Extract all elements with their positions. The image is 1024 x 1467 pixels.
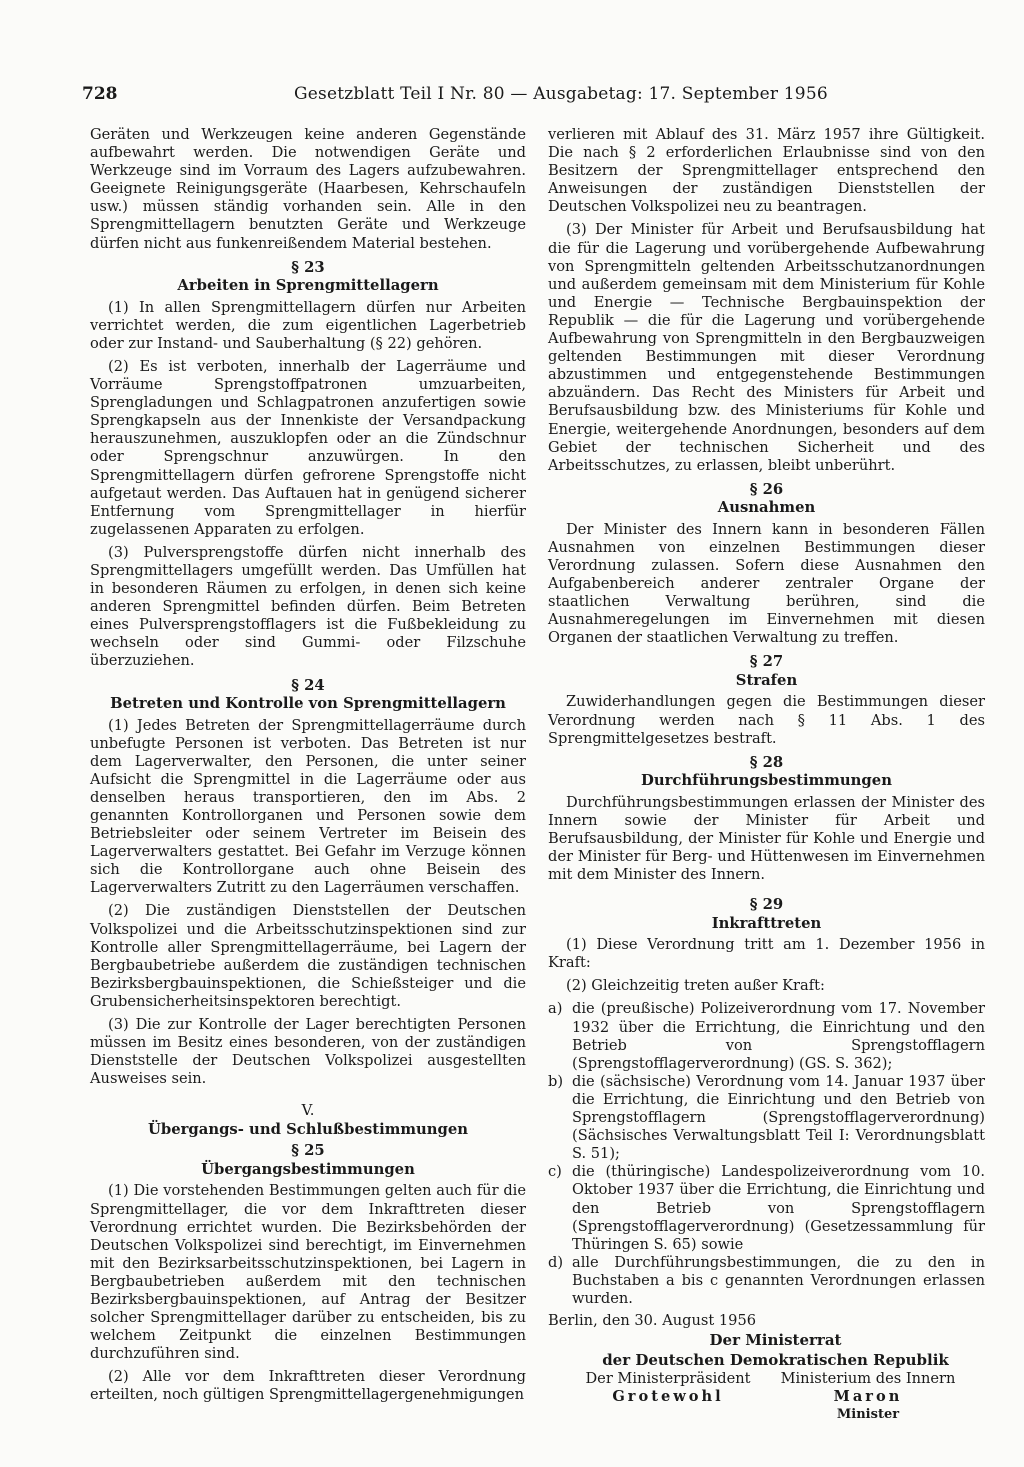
section-25-paragraph-2: (2) Alle vor dem Inkrafttreten dieser Verordnung erteilten, noch gültigen Sprengmittellagergenehmigungen	[90, 1368, 526, 1404]
section-23-paragraph-3: (3) Pulversprengstoffe dürfen nicht innerhalb des Sprengmittellagers umgefüllt werden. Das Umfüllen hat in besonderen Räumen zu erfolgen, in denen sich keine anderen Sprengmittel befinden dürfen. Beim Betreten eines Pulversprengstofflagers ist die Fußbekleidung zu wechseln oder sind Gummi- oder Filzschuhe überzuziehen.	[90, 543, 526, 670]
section-23-paragraph-2: (2) Es ist verboten, innerhalb der Lagerräume und Vorräume Sprengstoffpatronen umzuarbeiten, Sprengladungen und Schlagpatronen anzufertigen sowie Sprengkapseln aus der Innenkiste der Versandpackung herauszunehmen, auszuklopfen oder an die Zündschnur oder Sprengschnur anzuwürgen. In den Sprengmittellagern dürfen gefrorene Sprengstoffe nicht aufgetaut werden. Das Auftauen hat in genügend sicherer Entfernung vom Sprengmittellager in hierfür zugelassenen Apparaten zu erfolgen.	[90, 357, 526, 538]
section-23-number: § 23	[291, 258, 325, 276]
section-29-paragraph-1: (1) Diese Verordnung tritt am 1. Dezember 1956 in Kraft:	[548, 936, 985, 972]
list-item	[548, 1163, 985, 1253]
list-item	[548, 1000, 985, 1072]
section-27-number: § 27	[749, 653, 784, 671]
section-24-paragraph-1: (1) Jedes Betreten der Sprengmittellagerräume durch unbefugte Personen ist verboten. Das Betreten ist nur dem Lagerverwalter, den Personen, die unter seiner Aufsicht die Sprengmittel in die Lagerräume oder aus denselben heraus transportieren, den im Abs. 2 genannten Kontrollorganen und Personen sowie dem Betriebsleiter oder seinem Vertreter im Beisein des Lagerverwalters gestattet. Bei Gefahr im Verzuge können sich die Kontrollorgane auch ohne Beisein des Lagerverwalters Zutritt zu den Lagerräumen verschaffen.	[90, 716, 526, 897]
list-item	[548, 1254, 985, 1308]
section-25-title: Übergangsbestimmungen	[201, 1160, 415, 1178]
signatory-right-name: Maron	[833, 1388, 903, 1406]
section-25-paragraph-1: (1) Die vorstehenden Bestimmungen gelten auch für die Sprengmittellager, die vor dem Inkrafttreten dieser Verordnung errichtet wurden. Die Bezirksbehörden der Deutschen Volkspolizei sind berechtigt, im Einvernehmen mit den Bezirksarbeitsschutzinspektionen, bei Lagern in Bergbaubetrieben außerdem mit den technischen Bezirksbergbauinspektionen, auf Antrag der Besitzer solcher Sprengmittellager darüber zu entscheiden, bis zu welchem Zeitpunkt die einzelnen Bestimmungen durchzuführen sind.	[90, 1182, 526, 1363]
section-28-title: Durchführungsbestimmungen	[641, 772, 892, 790]
signatory-left	[568, 1370, 768, 1406]
signatory-right	[758, 1370, 978, 1424]
page-number: 728	[82, 84, 118, 104]
gazette-issue-title: Gesetzblatt Teil I Nr. 80 — Ausgabetag: 17. September 1956	[294, 84, 828, 104]
section-24-paragraph-2: (2) Die zuständigen Dienststellen der Deutschen Volkspolizei und die Arbeitsschutzinspektionen sind zur Kontrolle aller Sprengmittellagerräume, bei Lagern der Bergbaubetriebe außerdem die zuständigen technischen Bezirksbergbauinspektionen, die Schießsteiger und die Grubensicherheitsinspektoren berechtigt.	[90, 902, 526, 1010]
intro-paragraph: Geräten und Werkzeugen keine anderen Gegenstände aufbewahrt werden. Die notwendigen Geräte und Werkzeuge sind im Vorraum des Lagers aufzubewahren. Geeignete Reinigungsgeräte (Haarbesen, Kehrschaufeln usw.) müssen ständig vorhanden sein. Alle in den Sprengmittellagern benutzten Geräte und Werkzeuge dürfen nicht aus funkenreißendem Material bestehen.	[90, 126, 526, 252]
list-item-text: die (preußische) Polizeiverordnung vom 17. November 1932 über die Errichtung, die Einrichtung und den Betrieb von Sprengstofflagern (Sprengstofflagerverordnung) (GS. S. 362);	[572, 1000, 985, 1072]
section-24-title: Betreten und Kontrolle von Sprengmittellagern	[110, 695, 506, 713]
list-item-text: alle Durchführungsbestimmungen, die zu den in Buchstaben a bis c genannten Verordnungen erlassen wurden.	[572, 1253, 985, 1307]
list-item-label: a)	[548, 1000, 563, 1018]
signatory-left-name: Grotewohl	[612, 1388, 724, 1406]
signatory-right-title: Minister	[836, 1407, 900, 1423]
section-27-title: Strafen	[735, 671, 798, 689]
signatory-right-role: Ministerium des Innern	[780, 1370, 956, 1388]
section-24-number: § 24	[291, 676, 325, 694]
section-24-paragraph-3: (3) Die zur Kontrolle der Lager berechtigten Personen müssen im Besitz eines besonderen, von der zuständigen Dienststelle der Deutschen Volkspolizei ausgestellten Ausweises sein.	[90, 1016, 526, 1088]
repealed-regulations-list	[548, 1000, 985, 1308]
section-23-title: Arbeiten in Sprengmittellagern	[177, 277, 439, 295]
list-item	[548, 1073, 985, 1163]
section-29-paragraph-2: (2) Gleichzeitig treten außer Kraft:	[566, 977, 825, 995]
list-item-label: d)	[548, 1253, 564, 1271]
signatories	[548, 1370, 985, 1432]
right-column	[548, 126, 985, 1432]
section-29-title: Inkrafttreten	[711, 914, 822, 932]
chapter-title: Übergangs- und Schlußbestimmungen	[147, 1120, 469, 1138]
section-23-paragraph-1: (1) In allen Sprengmittellagern dürfen nur Arbeiten verrichtet werden, die zum eigentlichen Lagerbetrieb oder zur Instand- und Sauberhaltung (§ 22) gehören.	[90, 298, 526, 352]
section-29-number: § 29	[749, 896, 784, 914]
signature-block	[548, 1312, 985, 1432]
signing-body-state: der Deutschen Demokratischen Republik	[602, 1351, 949, 1370]
signing-body: Der Ministerrat	[709, 1331, 842, 1350]
left-column	[90, 126, 526, 1410]
section-26-title: Ausnahmen	[717, 499, 816, 517]
section-26-paragraph: Der Minister des Innern kann in besonderen Fällen Ausnahmen von einzelnen Bestimmungen dieser Verordnung zulassen. Sofern diese Ausnahmen den Aufgabenbereich anderer zentraler Organe der staatlichen Verwaltung berühren, sind die Ausnahmeregelungen im Einvernehmen mit diesen Organen der staatlichen Verwaltung zu treffen.	[548, 520, 985, 647]
place-and-date: Berlin, den 30. August 1956	[548, 1312, 757, 1330]
continued-paragraph: verlieren mit Ablauf des 31. März 1957 ihre Gültigkeit. Die nach § 2 erforderlichen Erlaubnisse sind von den Besitzern der Sprengmittellager entsprechend den Anweisungen der zuständigen Dienststellen der Deutschen Volkspolizei neu zu beantragen.	[548, 126, 985, 216]
section-28-number: § 28	[749, 753, 784, 771]
signatory-left-role: Der Ministerpräsident	[585, 1370, 751, 1388]
list-item-label: c)	[548, 1163, 562, 1181]
page-header	[82, 84, 982, 108]
section-25-paragraph-3: (3) Der Minister für Arbeit und Berufsausbildung hat die für die Lagerung und vorübergehende Aufbewahrung von Sprengmitteln geltenden Arbeitsschutzanordnungen und außerdem gemeinsam mit dem Ministerium für Kohle und Energie — Technische Bergbauinspektion der Republik — die für die Lagerung und vorübergehende Aufbewahrung von Sprengmitteln in den Bergbauzweigen geltenden Bestimmungen mit dieser Verordnung abzustimmen und entgegenstehende Bestimmungen abzuändern. Das Recht des Ministers für Arbeit und Berufsausbildung bzw. des Ministeriums für Kohle und Energie, weitergehende Anordnungen, besonders auf dem Gebiet der technischen Sicherheit und des Arbeitsschutzes, zu erlassen, bleibt unberührt.	[548, 221, 985, 474]
section-25-number: § 25	[291, 1142, 325, 1160]
section-26-number: § 26	[749, 480, 784, 498]
list-item-label: b)	[548, 1072, 564, 1090]
list-item-text: die (thüringische) Landespolizeiverordnung vom 10. Oktober 1937 über die Errichtung, die Einrichtung und den Betrieb von Sprengstofflagern (Sprengstofflagerverordnung) (Gesetzessammlung für Thüringen S. 65) sowie	[572, 1163, 985, 1253]
section-28-paragraph: Durchführungsbestimmungen erlassen der Minister des Innern sowie der Minister für Arbeit und Berufsausbildung, der Minister für Kohle und Energie und der Minister für Berg- und Hüttenwesen im Einvernehmen mit dem Minister des Innern.	[548, 793, 985, 884]
section-27-paragraph: Zuwiderhandlungen gegen die Bestimmungen dieser Verordnung werden nach § 11 Abs. 1 des Sprengmittelgesetzes bestraft.	[548, 693, 985, 747]
chapter-number: V.	[301, 1102, 315, 1120]
list-item-text: die (sächsische) Verordnung vom 14. Januar 1937 über die Errichtung, die Einrichtung und den Betrieb von Sprengstofflagern (Sprengstofflagerverordnung) (Sächsisches Verwaltungsblatt Teil I: Verordnungsblatt S. 51);	[572, 1072, 985, 1163]
